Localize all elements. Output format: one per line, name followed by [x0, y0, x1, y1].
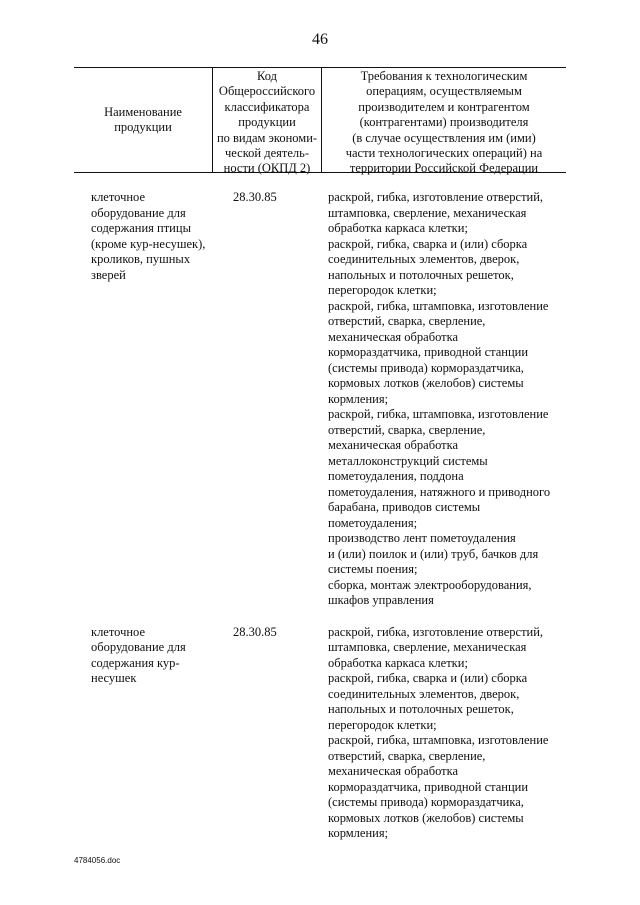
text-line: перегородок клетки; — [328, 717, 437, 732]
text-line: механическая обработка — [328, 438, 459, 452]
header-text-line: Общероссийского — [218, 84, 316, 99]
text-line: штамповка, сверление, механическая — [328, 205, 527, 220]
text-line: кормления; — [328, 826, 389, 840]
text-line: кормораздатчика, приводной станции — [328, 345, 529, 359]
text-line: клеточное — [91, 624, 146, 639]
header-text-line: производителем и контрагентом — [358, 99, 530, 114]
text-line: зверей — [91, 267, 126, 282]
text-line: барабана, приводов системы — [328, 500, 481, 514]
text-line: оборудование для — [91, 205, 186, 220]
text-line: клеточное — [91, 190, 146, 204]
text-line: штамповка, сверление, механическая — [328, 640, 527, 654]
header-text-line: Наименование — [104, 104, 182, 119]
text-line: содержания птицы — [91, 221, 191, 235]
text-line: оборудование для — [91, 640, 186, 654]
header-requirements — [322, 68, 566, 176]
text-line: (системы привода) кормораздатчика, — [328, 360, 524, 375]
text-line: напольных и потолочных решеток, — [328, 267, 514, 282]
header-text-line: (контрагентами) производителя — [359, 115, 529, 130]
text-line: обработка каркаса клетки; — [328, 655, 468, 670]
text-line: производство лент пометоудаления — [328, 531, 516, 545]
text-line: раскрой, гибка, штамповка, изготовление — [328, 298, 549, 313]
header-text-line: Требования к технологическим — [360, 69, 528, 83]
text-line: кормовых лотков (желобов) системы — [328, 376, 524, 390]
text-line: соединительных элементов, дверок, — [328, 252, 520, 266]
text-line: отверстий, сварка, сверление, — [328, 748, 486, 763]
header-product-name — [74, 68, 212, 172]
requirements-cell — [322, 625, 566, 842]
header-text-line: операциям, осуществляемым — [366, 84, 522, 99]
table-row — [74, 190, 566, 609]
product-name-cell — [74, 190, 232, 609]
header-text-line: (в случае осуществления им (ими) — [352, 130, 536, 145]
text-line: и (или) поилок и (или) труб, бачков для — [328, 546, 539, 561]
text-line: обработка каркаса клетки; — [328, 221, 468, 235]
table-row — [74, 625, 566, 842]
okpd-code-cell — [232, 625, 322, 842]
header-text-line: ности (ОКПД 2) — [223, 161, 311, 176]
text-line: сборка, монтаж электрооборудования, — [328, 577, 532, 592]
header-text-line: по видам экономи- — [216, 130, 318, 145]
text-line: раскрой, гибка, штамповка, изготовление — [328, 733, 549, 747]
header-text-line: продукции — [114, 120, 172, 134]
text-line: отверстий, сварка, сверление, — [328, 314, 486, 328]
header-text-line: классификатора — [224, 99, 310, 114]
okpd-code-cell — [232, 190, 322, 609]
text-line: раскрой, гибка, сварка и (или) сборка — [328, 671, 528, 685]
text-line: пометоудаления, натяжного и приводного — [328, 484, 551, 499]
text-line: системы поения; — [328, 562, 418, 576]
document-filename: 4784056.doc — [74, 856, 121, 865]
text-line: (кроме кур-несушек), — [91, 236, 206, 251]
text-line: перегородок клетки; — [328, 283, 437, 297]
text-line: раскрой, гибка, штамповка, изготовление — [328, 407, 549, 421]
header-text-line: продукции — [238, 115, 296, 130]
header-okpd-code — [212, 68, 322, 176]
text-line: раскрой, гибка, изготовление отверстий, — [328, 190, 544, 204]
page-number: 46 — [312, 31, 328, 48]
text-line: кроликов, пушных — [91, 252, 191, 266]
text-line: механическая обработка — [328, 764, 459, 778]
text-line: (системы привода) кормораздатчика, — [328, 795, 524, 809]
text-line: кормления; — [328, 391, 389, 406]
code-text: 28.30.85 — [233, 190, 277, 204]
requirements-table — [74, 67, 566, 842]
text-line: кормовых лотков (желобов) системы — [328, 810, 524, 825]
product-name-cell — [74, 625, 232, 842]
text-line: пометоудаления; — [328, 515, 418, 530]
text-line: пометоудаления, поддона — [328, 469, 464, 483]
table-header — [74, 67, 566, 176]
header-text-line: Код — [257, 69, 277, 83]
text-line: шкафов управления — [328, 593, 434, 607]
code-text: 28.30.85 — [233, 624, 277, 639]
text-line: механическая обработка — [328, 329, 459, 344]
text-line: несушек — [91, 671, 137, 685]
text-line: содержания кур- — [91, 655, 180, 670]
text-line: напольных и потолочных решеток, — [328, 702, 514, 716]
header-text-line: территории Российской Федерации — [349, 161, 539, 176]
text-line: кормораздатчика, приводной станции — [328, 779, 529, 794]
text-line: раскрой, гибка, изготовление отверстий, — [328, 624, 544, 639]
text-line: металлоконструкций системы — [328, 453, 488, 468]
text-line: соединительных элементов, дверок, — [328, 686, 520, 701]
requirements-cell — [322, 190, 566, 609]
text-line: отверстий, сварка, сверление, — [328, 422, 486, 437]
text-line: раскрой, гибка, сварка и (или) сборка — [328, 236, 528, 251]
header-text-line: части технологических операций) на — [345, 146, 543, 161]
header-text-line: ческой деятель- — [225, 146, 309, 161]
